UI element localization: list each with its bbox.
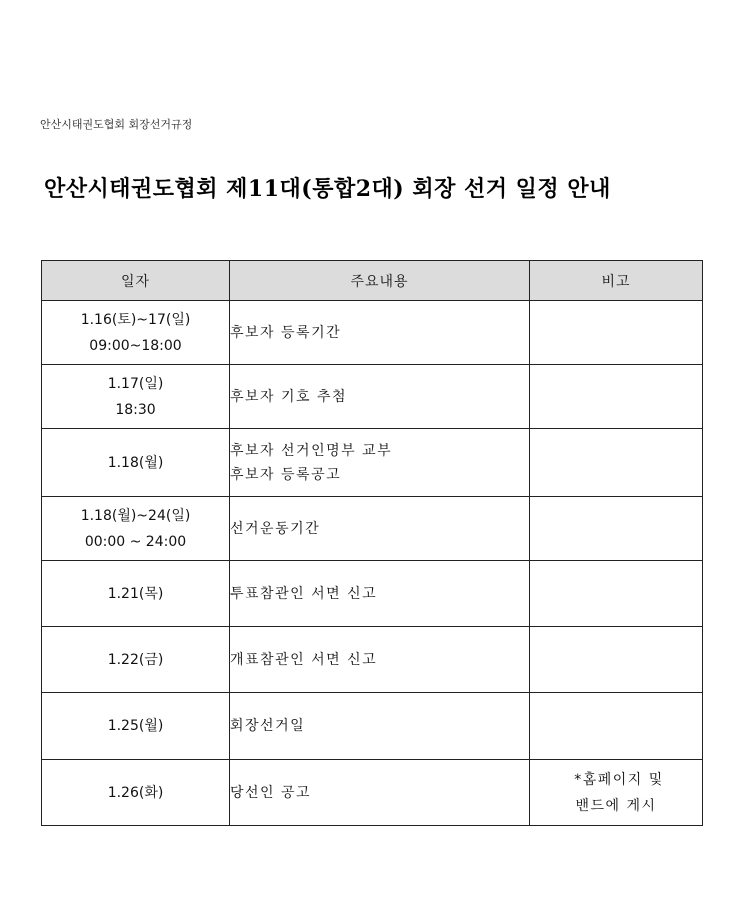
column-header-note: 비고 <box>530 261 703 301</box>
content-cell <box>230 497 530 561</box>
note-cell <box>530 627 703 693</box>
content-cell <box>230 365 530 429</box>
content-line: 후보자 등록공고 <box>230 466 342 483</box>
table-row <box>42 693 703 760</box>
note-cell <box>530 760 703 826</box>
note-cell <box>530 693 703 760</box>
date-line: 1.26(화) <box>107 784 164 801</box>
content-line: 개표참관인 서면 신고 <box>230 651 378 668</box>
table-row <box>42 497 703 561</box>
note-cell <box>530 561 703 627</box>
table-row <box>42 301 703 365</box>
date-line: 1.22(금) <box>107 651 164 668</box>
note-cell <box>530 365 703 429</box>
content-cell <box>230 301 530 365</box>
date-line: 1.21(목) <box>107 585 164 602</box>
note-cell <box>530 429 703 497</box>
content-line: 후보자 선거인명부 교부 <box>230 442 393 459</box>
note-line: *홈페이지 및 <box>574 771 664 788</box>
date-line: 1.25(월) <box>107 718 164 734</box>
page-title: 안산시태권도협회 제11대(통합2대) 회장 선거 일정 안내 <box>44 176 611 202</box>
note-cell <box>530 301 703 365</box>
date-cell <box>42 497 230 561</box>
date-cell <box>42 627 230 693</box>
date-cell <box>42 429 230 497</box>
content-cell <box>230 627 530 693</box>
content-cell <box>230 760 530 826</box>
schedule-table <box>41 260 703 826</box>
date-line: 1.18(월) <box>107 454 164 471</box>
date-cell <box>42 693 230 760</box>
date-cell <box>42 760 230 826</box>
content-cell <box>230 561 530 627</box>
date-line: 1.16(토)~17(일) <box>80 311 191 328</box>
date-cell <box>42 561 230 627</box>
content-line: 당선인 공고 <box>230 784 312 801</box>
content-line: 투표참관인 서면 신고 <box>230 585 378 602</box>
table-row <box>42 760 703 826</box>
content-line: 회장선거일 <box>230 718 306 734</box>
header-note: 안산시태권도협회 회장선거규정 <box>40 118 193 131</box>
date-cell <box>42 301 230 365</box>
time-line: 09:00~18:00 <box>89 337 182 354</box>
date-line: 1.17(일) <box>107 375 164 392</box>
table-row <box>42 429 703 497</box>
table-header-row <box>42 261 703 301</box>
column-header-date: 일자 <box>42 261 230 301</box>
table-row <box>42 365 703 429</box>
date-cell <box>42 365 230 429</box>
time-line: 18:30 <box>115 401 156 418</box>
content-cell <box>230 429 530 497</box>
table-row <box>42 627 703 693</box>
content-line: 후보자 기호 추첨 <box>230 388 348 405</box>
content-cell <box>230 693 530 760</box>
time-line: 00:00 ~ 24:00 <box>84 533 187 550</box>
content-line: 선거운동기간 <box>230 520 321 537</box>
note-line: 밴드에 게시 <box>575 797 657 814</box>
table-row <box>42 561 703 627</box>
content-line: 후보자 등록기간 <box>230 324 342 341</box>
column-header-content: 주요내용 <box>230 261 530 301</box>
date-line: 1.18(월)~24(일) <box>80 507 191 524</box>
note-cell <box>530 497 703 561</box>
